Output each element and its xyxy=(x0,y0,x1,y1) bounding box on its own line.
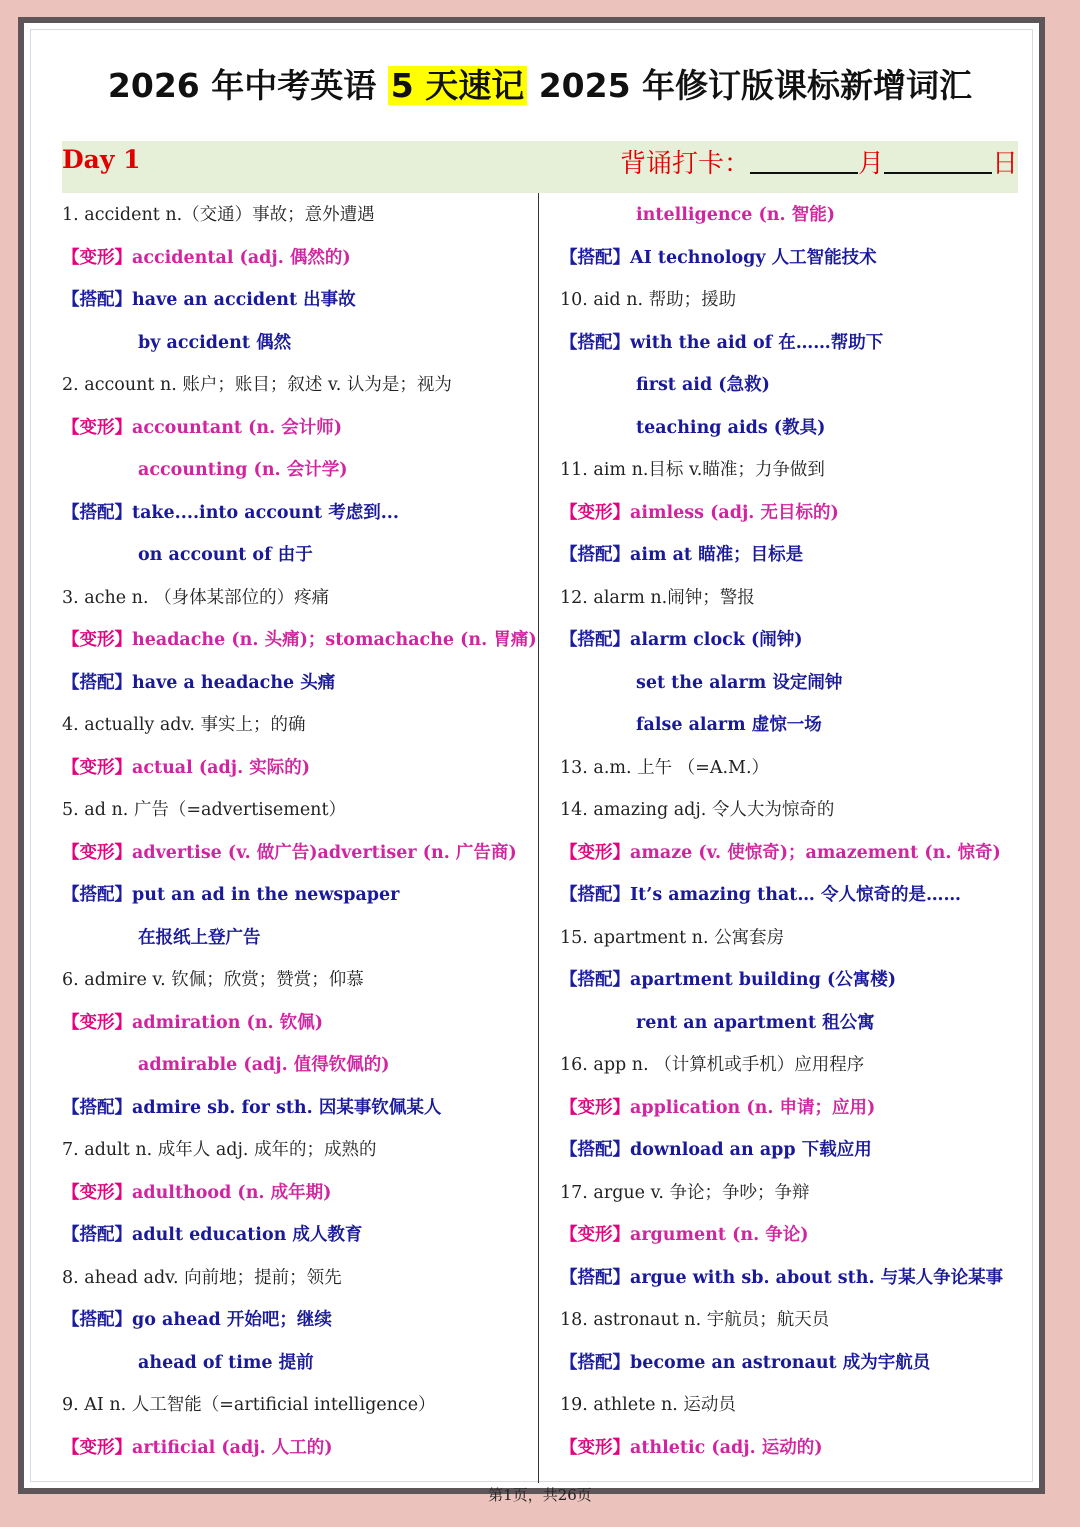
collocation-tag: 【搭配】 xyxy=(560,332,630,353)
collocation-line xyxy=(560,406,1020,449)
collocation-text: by accident 偶然 xyxy=(138,332,292,353)
collocation-line xyxy=(560,363,1020,406)
collocation-text: become an astronaut 成为宇航员 xyxy=(630,1352,931,1373)
variant-text: accidental (adj. 偶然的) xyxy=(132,247,351,268)
variant-line xyxy=(560,193,1020,236)
variant-line xyxy=(560,1426,1020,1469)
vocab-entry: 14. amazing adj. 令人大为惊奇的 xyxy=(560,800,835,820)
variant-tag: 【变形】 xyxy=(62,630,132,650)
vocab-entry: 8. ahead adv. 向前地；提前；领先 xyxy=(62,1267,342,1288)
left-column xyxy=(62,193,537,1468)
variant-tag: 【变形】 xyxy=(560,1097,630,1118)
collocation-line xyxy=(560,533,1020,576)
collocation-text: It’s amazing that… 令人惊奇的是…… xyxy=(630,885,961,905)
collocation-tag: 【搭配】 xyxy=(560,630,630,650)
collocation-line xyxy=(560,321,1020,364)
page-footer: 第1页，共26页 xyxy=(488,1486,592,1504)
vocab-entry: 13. a.m. 上午 （=A.M.） xyxy=(560,757,770,778)
vocab-entry: 19. athlete n. 运动员 xyxy=(560,1395,736,1415)
collocation-line xyxy=(560,958,1020,1001)
variant-line xyxy=(62,236,532,279)
collocation-line xyxy=(62,1298,532,1341)
variant-tag: 【变形】 xyxy=(62,842,132,863)
collocation-text: have an accident 出事故 xyxy=(132,290,356,310)
collocation-text: 在报纸上登广告 xyxy=(138,927,261,948)
vocab-entry: 2. account n. 账户；账目；叙述 v. 认为是；视为 xyxy=(62,375,452,395)
collocation-text: download an app 下载应用 xyxy=(630,1140,872,1160)
variant-line xyxy=(560,1213,1020,1256)
day-label: Day 1 xyxy=(62,145,141,174)
vocab-entry: 12. alarm n.闹钟；警报 xyxy=(560,587,755,608)
day-blank[interactable] xyxy=(884,148,992,174)
collocation-line xyxy=(560,661,1020,704)
collocation-tag: 【搭配】 xyxy=(560,247,630,268)
variant-text: argument (n. 争论) xyxy=(630,1225,809,1245)
collocation-tag: 【搭配】 xyxy=(62,672,132,693)
collocation-text: on account of 由于 xyxy=(138,545,313,565)
collocation-line xyxy=(560,1256,1020,1299)
collocation-tag: 【搭配】 xyxy=(560,970,630,990)
collocation-tag: 【搭配】 xyxy=(560,1140,630,1160)
variant-tag: 【变形】 xyxy=(62,1182,132,1203)
collocation-text: aim at 瞄准；目标是 xyxy=(630,545,804,565)
collocation-tag: 【搭配】 xyxy=(62,1225,132,1245)
variant-tag: 【变形】 xyxy=(62,1437,132,1458)
checkin-line xyxy=(620,143,1018,180)
variant-text: artificial (adj. 人工的) xyxy=(132,1437,333,1458)
collocation-line xyxy=(560,703,1020,746)
variant-line xyxy=(560,491,1020,534)
collocation-text: alarm clock (闹钟) xyxy=(630,630,803,650)
variant-tag: 【变形】 xyxy=(62,1012,132,1033)
variant-line xyxy=(62,746,532,789)
collocation-text: apartment building (公寓楼) xyxy=(630,970,897,990)
variant-line xyxy=(62,1001,532,1044)
collocation-tag: 【搭配】 xyxy=(62,1097,132,1118)
collocation-text: admire sb. for sth. 因某事钦佩某人 xyxy=(132,1097,442,1118)
variant-tag: 【变形】 xyxy=(62,757,132,778)
collocation-line xyxy=(560,873,1020,916)
collocation-line xyxy=(560,1341,1020,1384)
collocation-tag: 【搭配】 xyxy=(560,885,630,905)
page-title xyxy=(0,60,1080,107)
variant-text: intelligence (n. 智能) xyxy=(636,205,835,225)
vocab-entry: 17. argue v. 争论；争吵；争辩 xyxy=(560,1182,810,1203)
collocation-tag: 【搭配】 xyxy=(560,1267,630,1288)
variant-tag: 【变形】 xyxy=(560,1225,630,1245)
variant-text: adulthood (n. 成年期) xyxy=(132,1182,332,1203)
collocation-text: put an ad in the newspaper xyxy=(132,885,400,905)
collocation-text: set the alarm 设定闹钟 xyxy=(636,672,843,693)
variant-text: accounting (n. 会计学) xyxy=(138,460,348,480)
variant-tag: 【变形】 xyxy=(560,502,630,523)
variant-line xyxy=(62,406,532,449)
vocab-entry: 16. app n. （计算机或手机）应用程序 xyxy=(560,1055,865,1075)
collocation-line xyxy=(560,618,1020,661)
variant-text: advertise (v. 做广告)advertiser (n. 广告商) xyxy=(132,842,517,863)
variant-text: aimless (adj. 无目标的) xyxy=(630,502,839,523)
variant-line xyxy=(62,618,537,661)
column-divider xyxy=(538,193,539,1483)
collocation-text: argue with sb. about sth. 与某人争论某事 xyxy=(630,1267,1004,1288)
vocab-entry: 15. apartment n. 公寓套房 xyxy=(560,927,785,948)
variant-line xyxy=(62,1171,532,1214)
vocab-entry: 11. aim n.目标 v.瞄准；力争做到 xyxy=(560,460,825,480)
variant-tag: 【变形】 xyxy=(62,247,132,268)
vocab-entry: 9. AI n. 人工智能（=artificial intelligence） xyxy=(62,1395,436,1415)
collocation-text: with the aid of 在……帮助下 xyxy=(630,332,884,353)
collocation-text: adult education 成人教育 xyxy=(132,1225,363,1245)
vocab-entry: 1. accident n.（交通）事故；意外遭遇 xyxy=(62,205,375,225)
collocation-line xyxy=(62,661,532,704)
collocation-line xyxy=(62,1086,532,1129)
variant-line xyxy=(62,831,532,874)
collocation-tag: 【搭配】 xyxy=(62,885,132,905)
vocab-entry: 6. admire v. 钦佩；欣赏；赞赏；仰慕 xyxy=(62,970,364,990)
collocation-text: AI technology 人工智能技术 xyxy=(630,247,877,268)
variant-line xyxy=(62,1426,532,1469)
collocation-tag: 【搭配】 xyxy=(62,502,132,523)
variant-line xyxy=(62,448,532,491)
collocation-text: go ahead 开始吧；继续 xyxy=(132,1310,332,1330)
variant-tag: 【变形】 xyxy=(560,1437,630,1458)
vocab-entry: 5. ad n. 广告（=advertisement） xyxy=(62,800,346,820)
title-part2: 2025 年修订版课标新增词汇 xyxy=(538,66,973,105)
collocation-tag: 【搭配】 xyxy=(62,290,132,310)
vocab-entry: 3. ache n. （身体某部位的）疼痛 xyxy=(62,587,330,608)
variant-text: headache (n. 头痛)；stomachache (n. 胃痛) xyxy=(132,630,537,650)
collocation-line xyxy=(62,278,532,321)
collocation-tag: 【搭配】 xyxy=(62,1310,132,1330)
collocation-text: teaching aids (教具) xyxy=(636,417,826,438)
collocation-text: ahead of time 提前 xyxy=(138,1352,314,1373)
collocation-text: have a headache 头痛 xyxy=(132,672,336,693)
collocation-line xyxy=(560,1128,1020,1171)
variant-text: accountant (n. 会计师) xyxy=(132,417,343,438)
right-column xyxy=(560,193,1020,1468)
month-blank[interactable] xyxy=(750,148,858,174)
variant-text: application (n. 申请；应用) xyxy=(630,1097,876,1118)
checkin-day: 日 xyxy=(991,149,1018,179)
vocab-entry: 10. aid n. 帮助；援助 xyxy=(560,290,737,310)
title-part1: 2026 年中考英语 xyxy=(107,66,377,105)
collocation-line xyxy=(62,916,532,959)
variant-text: amaze (v. 使惊奇)；amazement (n. 惊奇) xyxy=(630,842,1001,863)
collocation-line xyxy=(560,1001,1020,1044)
variant-text: actual (adj. 实际的) xyxy=(132,757,311,778)
variant-line xyxy=(62,1043,532,1086)
vocab-entry: 4. actually adv. 事实上；的确 xyxy=(62,715,306,735)
collocation-line xyxy=(62,533,532,576)
collocation-line xyxy=(62,1213,532,1256)
collocation-line xyxy=(62,321,532,364)
collocation-line xyxy=(560,236,1020,279)
variant-tag: 【变形】 xyxy=(560,842,630,863)
variant-tag: 【变形】 xyxy=(62,417,132,438)
collocation-text: rent an apartment 租公寓 xyxy=(636,1012,875,1033)
collocation-line xyxy=(62,491,532,534)
collocation-text: take....into account 考虑到... xyxy=(132,502,399,523)
checkin-label: 背诵打卡： xyxy=(619,149,750,179)
variant-text: athletic (adj. 运动的) xyxy=(630,1437,823,1458)
checkin-month: 月 xyxy=(857,149,884,179)
vocab-entry: 18. astronaut n. 宇航员；航天员 xyxy=(560,1310,830,1330)
variant-line xyxy=(560,831,1020,874)
variant-line xyxy=(560,1086,1020,1129)
variant-text: admiration (n. 钦佩) xyxy=(132,1012,323,1033)
collocation-text: false alarm 虚惊一场 xyxy=(636,715,822,735)
collocation-line xyxy=(62,873,532,916)
collocation-text: first aid (急救) xyxy=(636,375,770,395)
collocation-tag: 【搭配】 xyxy=(560,545,630,565)
collocation-tag: 【搭配】 xyxy=(560,1352,630,1373)
title-highlight: 5 天速记 xyxy=(388,66,527,105)
variant-text: admirable (adj. 值得钦佩的) xyxy=(138,1055,390,1075)
collocation-line xyxy=(62,1341,532,1384)
vocab-entry: 7. adult n. 成年人 adj. 成年的；成熟的 xyxy=(62,1140,377,1160)
